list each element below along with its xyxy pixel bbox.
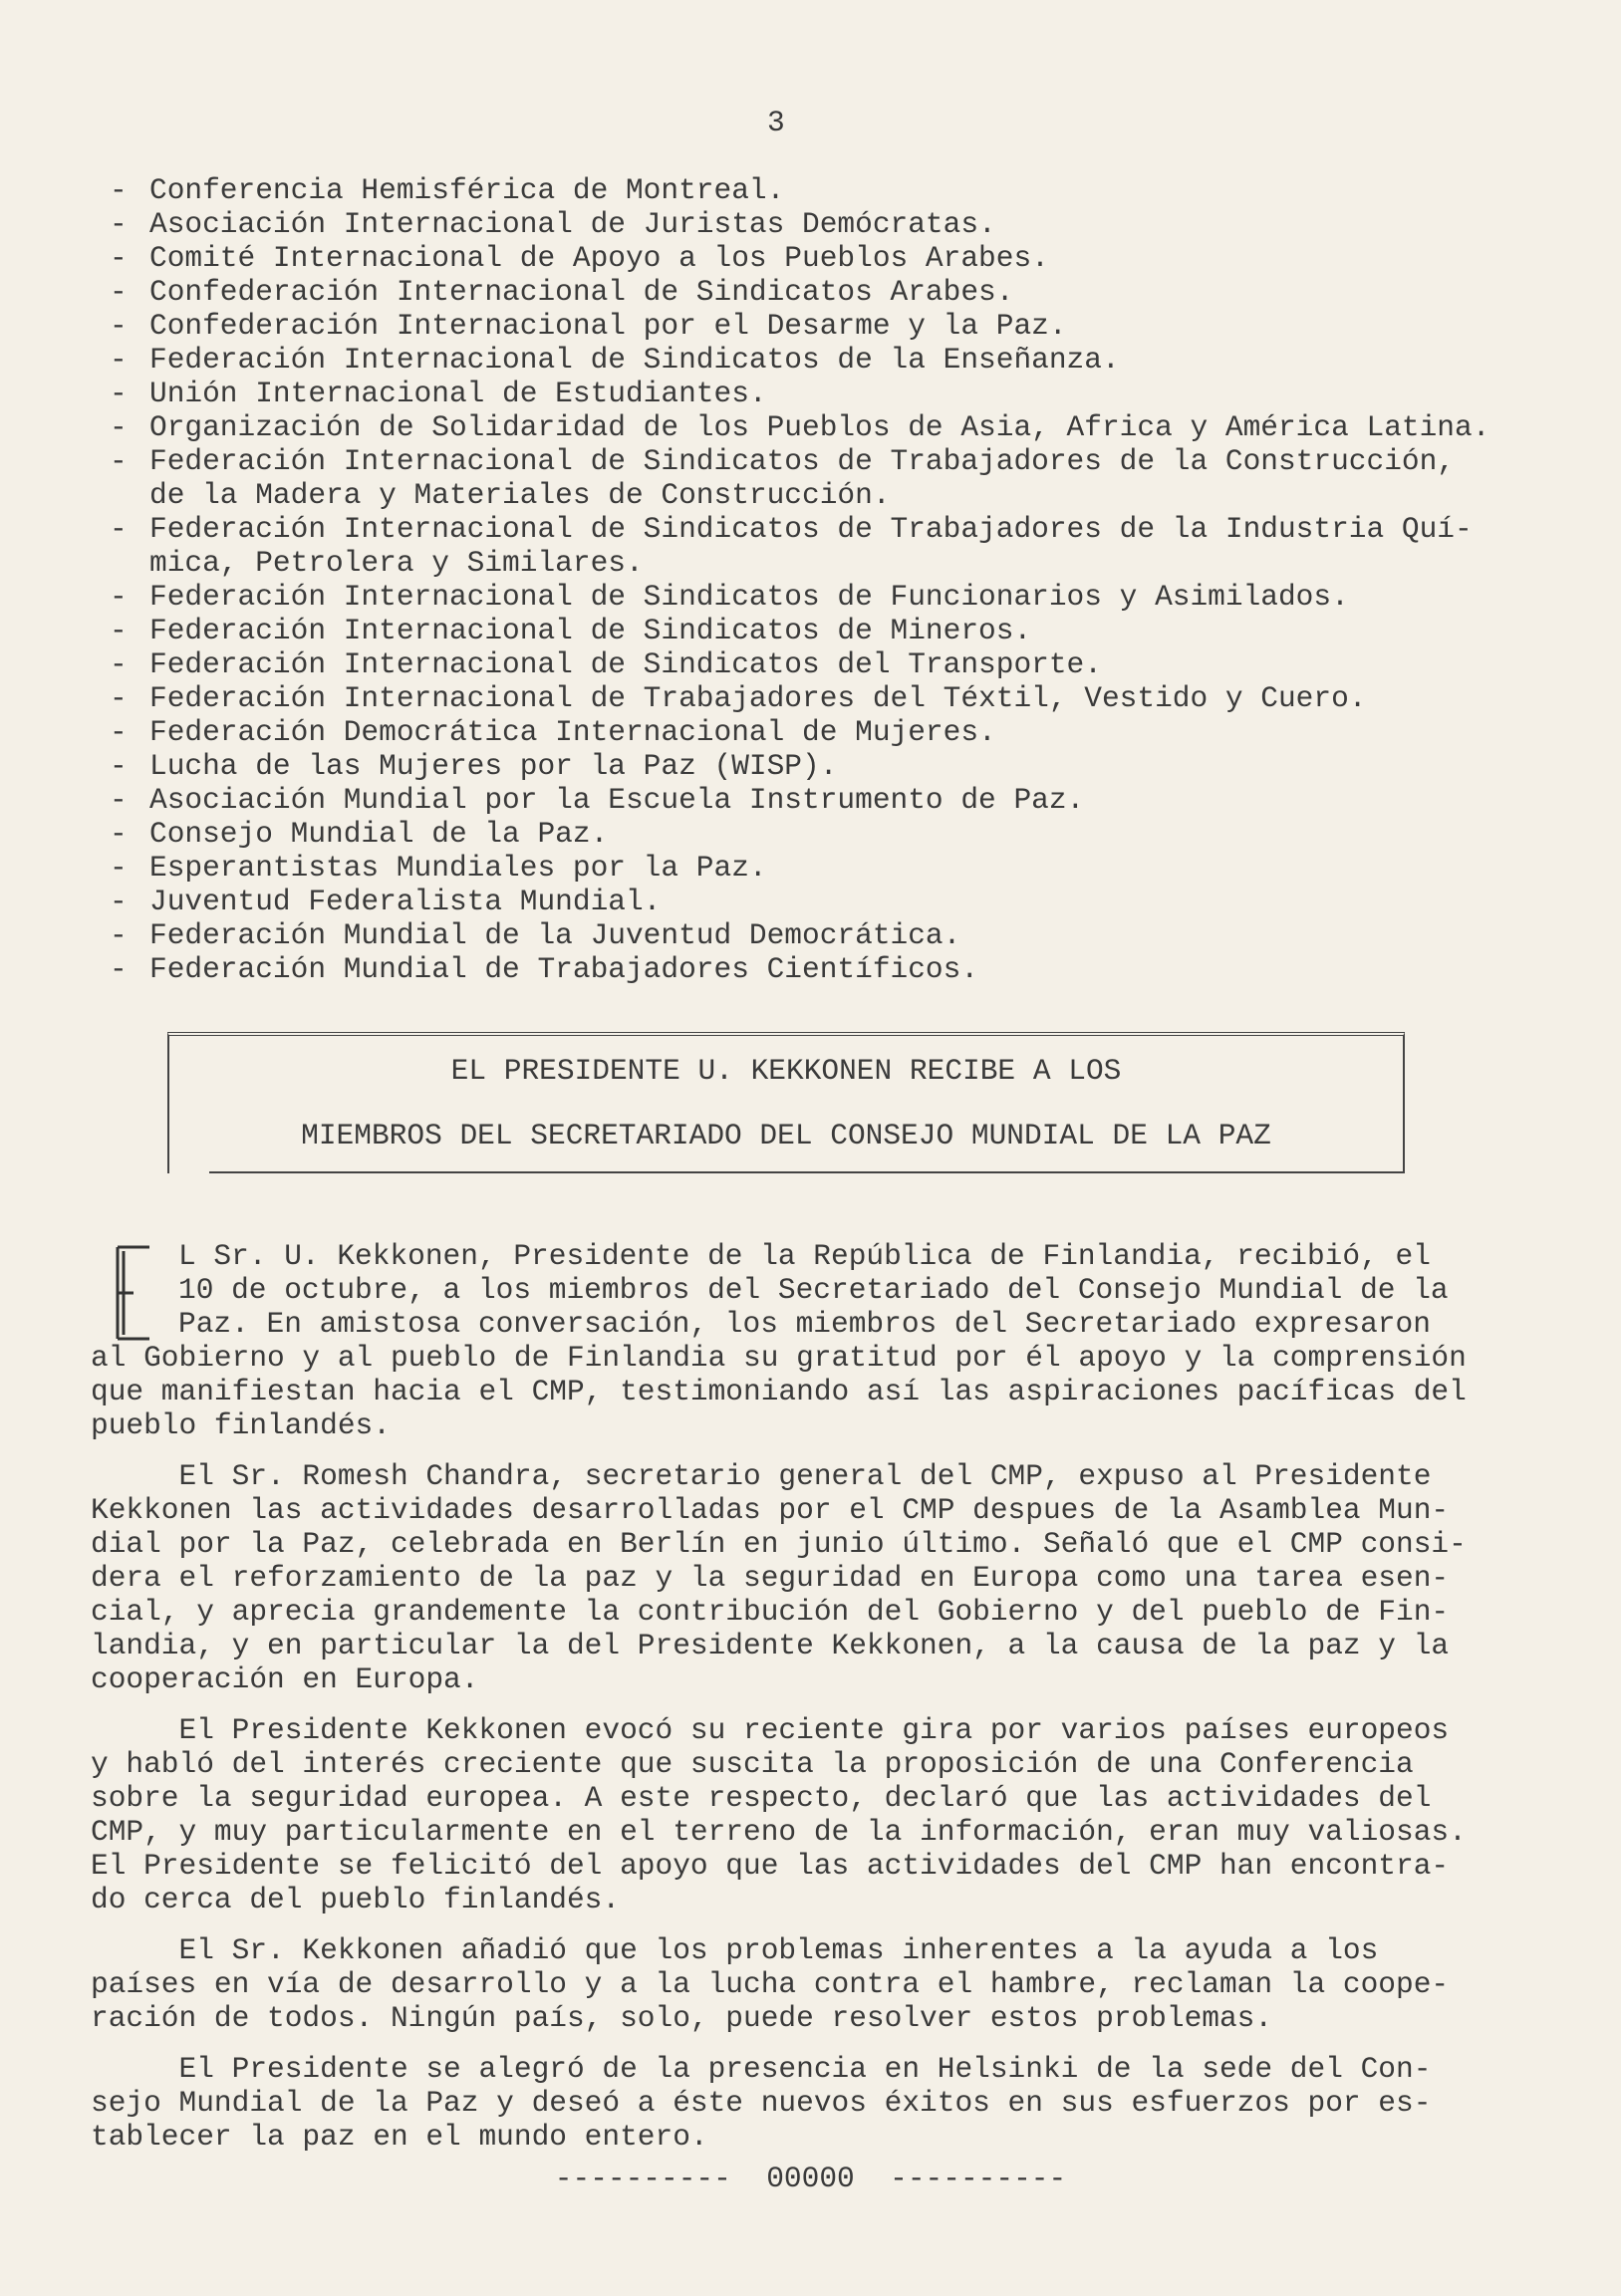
list-item: [110, 614, 1489, 647]
headline-box-underline: [209, 1171, 1403, 1173]
list-item: [110, 783, 1489, 817]
list-item-continuation: [110, 546, 1489, 580]
list-item: [110, 681, 1489, 715]
organizations-list: [110, 173, 1489, 986]
list-item-text: Federación Internacional de Sindicatos de Funcionarios y Asimilados.: [149, 580, 1349, 614]
bullet-dash: -: [110, 851, 128, 885]
list-item: [110, 918, 1489, 952]
headline-line-2: MIEMBROS DEL SECRETARIADO DEL CONSEJO MUNDIAL DE LA PAZ: [301, 1119, 1271, 1152]
paragraph-line: cial, y aprecia grandemente la contribución del Gobierno y del pueblo de Fin-: [91, 1595, 1450, 1629]
paragraph-line: landia, y en particular la del Presidente Kekkonen, a la causa de la paz y la: [91, 1629, 1450, 1662]
list-item-text: Federación Democrática Internacional de Mujeres.: [149, 715, 996, 749]
paragraph-line: CMP, y muy particularmente en el terreno de la información, eran muy valiosas.: [91, 1815, 1467, 1849]
list-item: [110, 173, 1489, 207]
bullet-dash: -: [110, 749, 128, 783]
list-item-text: Federación Internacional de Trabajadores del Téxtil, Vestido y Cuero.: [149, 681, 1367, 715]
list-item-text: Federación Internacional de Sindicatos de Trabajadores de la Construcción,: [149, 444, 1456, 478]
footer-separator: ---------- 00000 ----------: [554, 2162, 1067, 2195]
bullet-dash: -: [110, 885, 128, 918]
bullet-dash: -: [110, 614, 128, 647]
page-number: 3: [767, 106, 785, 139]
bullet-dash: [110, 478, 149, 512]
paragraph-line: do cerca del pueblo finlandés.: [91, 1883, 621, 1916]
list-item-text: Confederación Internacional de Sindicatos Arabes.: [149, 275, 1014, 309]
bullet-dash: -: [110, 918, 128, 952]
bullet-dash: [110, 546, 149, 580]
list-item: [110, 647, 1489, 681]
list-item: [110, 580, 1489, 614]
paragraph-line: Kekkonen las actividades desarrolladas por el CMP despues de la Asamblea Mun-: [91, 1493, 1450, 1527]
bullet-dash: -: [110, 783, 128, 817]
list-item-text: Conferencia Hemisférica de Montreal.: [149, 173, 785, 207]
list-item-text: Consejo Mundial de la Paz.: [149, 817, 609, 851]
list-item-text: Federación Internacional de Sindicatos de la Enseñanza.: [149, 343, 1120, 377]
article-body: [91, 1239, 1486, 2170]
bullet-dash: -: [110, 580, 128, 614]
list-item-text: Unión Internacional de Estudiantes.: [149, 377, 767, 410]
bullet-dash: -: [110, 681, 128, 715]
bullet-dash: -: [110, 309, 128, 343]
paragraph-line: ración de todos. Ningún país, solo, puede resolver estos problemas.: [91, 2001, 1273, 2035]
paragraph: [91, 1713, 1486, 1916]
paragraph-line: El Presidente Kekkonen evocó su reciente gira por varios países europeos: [91, 1713, 1450, 1747]
list-item-text: Federación Mundial de la Juventud Democrática.: [149, 918, 961, 952]
bullet-dash: -: [110, 715, 128, 749]
list-item-text: Confederación Internacional por el Desarme y la Paz.: [149, 309, 1067, 343]
paragraph-line: sobre la seguridad europea. A este respecto, declaró que las actividades del: [91, 1781, 1432, 1815]
list-item-text: Asociación Mundial por la Escuela Instrumento de Paz.: [149, 783, 1085, 817]
list-item-text: Lucha de las Mujeres por la Paz (WISP).: [149, 749, 838, 783]
paragraph: [91, 2052, 1486, 2154]
paragraph: [91, 1933, 1486, 2035]
bullet-dash: -: [110, 173, 128, 207]
list-item-text: de la Madera y Materiales de Construcción.: [149, 478, 891, 512]
list-item-continuation: [110, 478, 1489, 512]
paragraph-line: pueblo finlandés.: [91, 1408, 391, 1442]
paragraph-line: El Sr. Romesh Chandra, secretario general del CMP, expuso al Presidente: [91, 1459, 1432, 1493]
paragraph-line: dial por la Paz, celebrada en Berlín en junio último. Señaló que el CMP consi-: [91, 1527, 1467, 1561]
list-item-text: Organización de Solidaridad de los Pueblos de Asia, Africa y América Latina.: [149, 410, 1490, 444]
list-item-text: Federación Internacional de Sindicatos del Transporte.: [149, 647, 1102, 681]
list-item: [110, 952, 1489, 986]
bullet-dash: -: [110, 241, 128, 275]
list-item: [110, 377, 1489, 410]
headline-box: [167, 1032, 1405, 1173]
list-item: [110, 512, 1489, 546]
paragraph-line: tablecer la paz en el mundo entero.: [91, 2120, 708, 2154]
list-item: [110, 309, 1489, 343]
bullet-dash: -: [110, 343, 128, 377]
paragraph-line: Paz. En amistosa conversación, los miembros del Secretariado expresaron: [178, 1307, 1431, 1341]
list-item: [110, 343, 1489, 377]
bullet-dash: -: [110, 647, 128, 681]
list-item-text: Comité Internacional de Apoyo a los Pueblos Arabes.: [149, 241, 1049, 275]
paragraph-line: sejo Mundial de la Paz y deseó a éste nuevos éxitos en sus esfuerzos por es-: [91, 2086, 1432, 2120]
paragraph-line: y habló del interés creciente que suscita la proposición de una Conferencia: [91, 1747, 1414, 1781]
paragraph-line: dera el reforzamiento de la paz y la seguridad en Europa como una tarea esen-: [91, 1561, 1450, 1595]
list-item: [110, 444, 1489, 478]
list-item: [110, 275, 1489, 309]
list-item: [110, 749, 1489, 783]
bullet-dash: -: [110, 207, 128, 241]
list-item: [110, 715, 1489, 749]
paragraph-line: El Presidente se alegró de la presencia en Helsinki de la sede del Con-: [91, 2052, 1432, 2086]
paragraph-line: El Presidente se felicitó del apoyo que las actividades del CMP han encontra-: [91, 1849, 1450, 1883]
bullet-dash: -: [110, 377, 128, 410]
paragraph-line: países en vía de desarrollo y a la lucha contra el hambre, reclaman la coope-: [91, 1967, 1450, 2001]
bullet-dash: -: [110, 410, 128, 444]
list-item-text: Juventud Federalista Mundial.: [149, 885, 662, 918]
paragraph: [91, 1239, 1486, 1442]
list-item: [110, 851, 1489, 885]
list-item-text: mica, Petrolera y Similares.: [149, 546, 644, 580]
list-item: [110, 817, 1489, 851]
paragraph-line: al Gobierno y al pueblo de Finlandia su gratitud por él apoyo y la comprensión: [91, 1341, 1467, 1375]
headline-line-1: EL PRESIDENTE U. KEKKONEN RECIBE A LOS: [450, 1054, 1122, 1088]
paragraph: [91, 1459, 1486, 1696]
list-item-text: Federación Internacional de Sindicatos de Trabajadores de la Industria Quí-: [149, 512, 1473, 546]
list-item: [110, 885, 1489, 918]
bullet-dash: -: [110, 275, 128, 309]
paragraph-line: L Sr. U. Kekkonen, Presidente de la República de Finlandia, recibió, el: [178, 1239, 1431, 1273]
list-item-text: Asociación Internacional de Juristas Demócratas.: [149, 207, 996, 241]
bullet-dash: -: [110, 444, 128, 478]
list-item: [110, 241, 1489, 275]
list-item-text: Federación Internacional de Sindicatos de Mineros.: [149, 614, 1032, 647]
list-item: [110, 207, 1489, 241]
bullet-dash: -: [110, 952, 128, 986]
bullet-dash: -: [110, 512, 128, 546]
list-item-text: Federación Mundial de Trabajadores Científicos.: [149, 952, 979, 986]
paragraph-line: que manifiestan hacia el CMP, testimoniando así las aspiraciones pacíficas del: [91, 1375, 1467, 1408]
paragraph-line: El Sr. Kekkonen añadió que los problemas inherentes a la ayuda a los: [91, 1933, 1379, 1967]
paragraph-line: 10 de octubre, a los miembros del Secretariado del Consejo Mundial de la: [178, 1273, 1449, 1307]
bullet-dash: -: [110, 817, 128, 851]
list-item: [110, 410, 1489, 444]
list-item-text: Esperantistas Mundiales por la Paz.: [149, 851, 767, 885]
paragraph-line: cooperación en Europa.: [91, 1662, 479, 1696]
